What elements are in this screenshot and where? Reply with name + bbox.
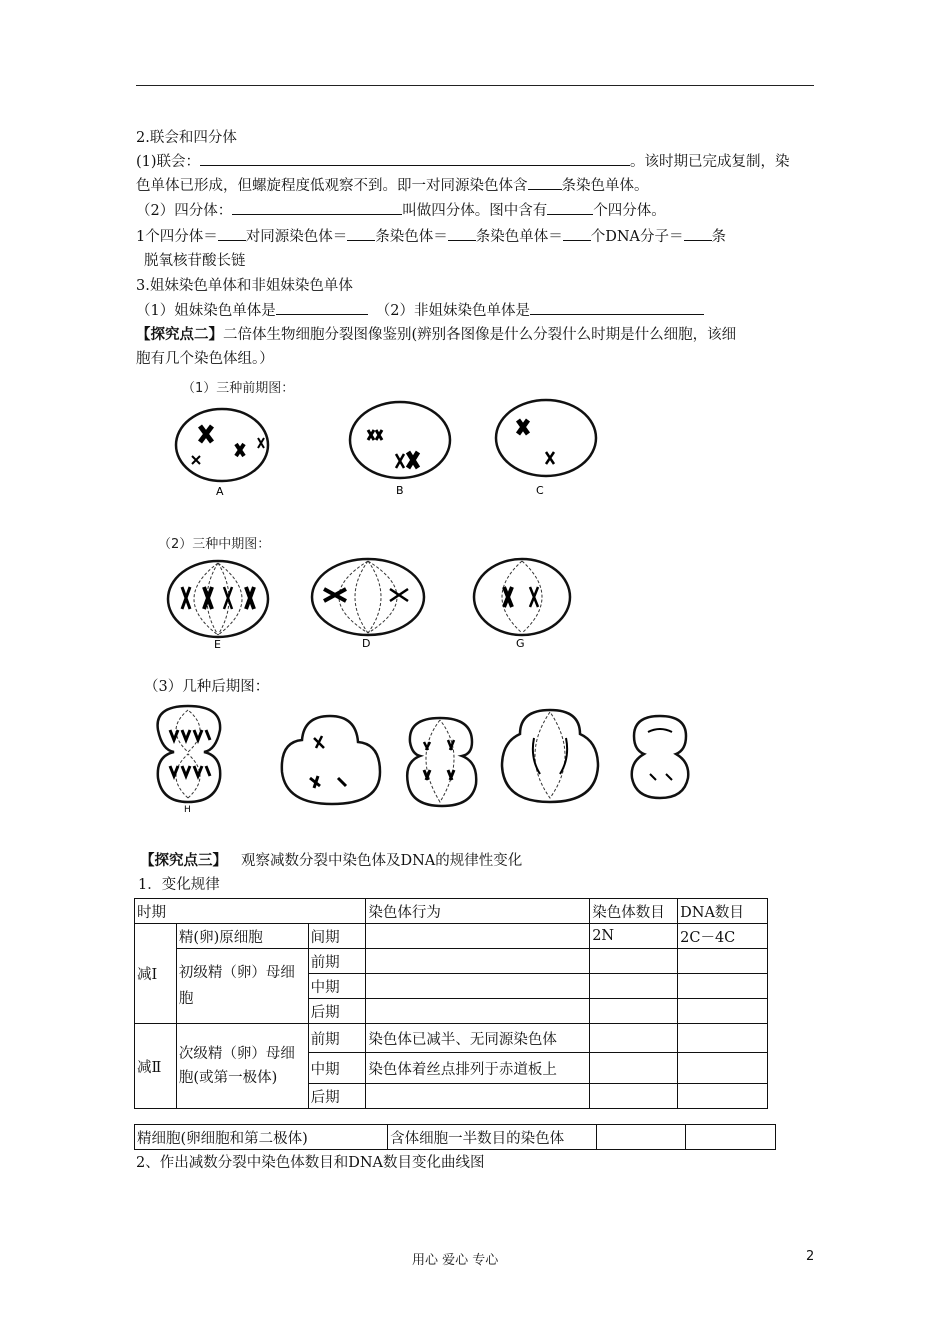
answer-blank[interactable] bbox=[448, 226, 476, 241]
metaphase-cell-e bbox=[168, 561, 268, 651]
stage-metaphase: 中期 bbox=[308, 974, 366, 999]
meiosis-1: 减Ⅰ bbox=[135, 924, 177, 1024]
metaphase-figures bbox=[160, 555, 600, 657]
answer-cell[interactable] bbox=[685, 1125, 775, 1150]
final-behavior: 含体细胞一半数目的染色体 bbox=[388, 1125, 597, 1150]
text-fragment: （2）非姐妹染色单体是 bbox=[375, 303, 530, 319]
answer-blank[interactable] bbox=[547, 200, 593, 215]
answer-cell[interactable] bbox=[590, 1084, 678, 1109]
stage-anaphase: 后期 bbox=[308, 999, 366, 1024]
text-fragment: 条染色单体。 bbox=[561, 178, 649, 194]
label-h: H bbox=[184, 805, 191, 814]
answer-cell[interactable] bbox=[366, 999, 590, 1024]
answer-cell[interactable] bbox=[366, 924, 590, 949]
anaphase-figures bbox=[150, 702, 710, 814]
cell-primary bbox=[176, 949, 308, 1024]
table-row bbox=[135, 949, 768, 974]
label-e: E bbox=[214, 638, 221, 651]
answer-cell[interactable] bbox=[366, 974, 590, 999]
text-fragment: 色单体已形成，但螺旋程度低观察不到。即一对同源染色体含 bbox=[136, 178, 528, 194]
text-fragment: 个DNA分子＝ bbox=[590, 229, 684, 245]
label-d: D bbox=[362, 637, 371, 650]
meiosis-2: 减Ⅱ bbox=[135, 1024, 177, 1109]
section3-line1 bbox=[136, 300, 704, 322]
explore3-heading bbox=[140, 850, 522, 872]
text-fragment: 叫做四分体。图中含有 bbox=[402, 203, 548, 219]
anaphase-cell-h bbox=[158, 706, 221, 814]
section2-title: 2.联会和四分体 bbox=[136, 130, 237, 146]
text-fragment: (1)联会： bbox=[136, 154, 201, 170]
section2-line4 bbox=[136, 226, 726, 248]
header-rule bbox=[136, 85, 814, 86]
table-row bbox=[135, 1024, 768, 1053]
table-row bbox=[135, 899, 768, 924]
anaphase-cell-2 bbox=[282, 716, 380, 804]
answer-cell[interactable] bbox=[678, 1084, 768, 1109]
answer-cell[interactable] bbox=[590, 1024, 678, 1053]
final-cell: 精细胞(卵细胞和第二极体) bbox=[135, 1125, 388, 1150]
answer-cell[interactable] bbox=[590, 1053, 678, 1084]
prophase-cell-a bbox=[176, 409, 268, 498]
anaphase-cell-5 bbox=[632, 716, 689, 798]
label-b: B bbox=[396, 484, 404, 497]
section3-title: 3.姐妹染色单体和非姐妹染色单体 bbox=[136, 278, 353, 294]
m2-pro-behavior: 染色体已减半、无同源染色体 bbox=[366, 1024, 590, 1053]
text-fragment: 。该时期已完成复制，染 bbox=[630, 154, 790, 170]
answer-blank[interactable] bbox=[528, 175, 562, 190]
text-fragment: 观察减数分裂中染色体及DNA的规律性变化 bbox=[241, 853, 523, 869]
answer-cell[interactable] bbox=[366, 1084, 590, 1109]
label-a: A bbox=[216, 485, 224, 498]
section2-line2 bbox=[136, 175, 649, 197]
final-cell-row bbox=[134, 1124, 776, 1150]
answer-cell[interactable] bbox=[678, 999, 768, 1024]
text-fragment: （2）四分体： bbox=[136, 203, 233, 219]
m2-meta-behavior: 染色体着丝点排列于赤道板上 bbox=[366, 1053, 590, 1084]
table-row bbox=[135, 1125, 776, 1150]
prophase-cell-c bbox=[496, 400, 596, 497]
explore3-sub2: 2、作出减数分裂中染色体数目和DNA数目变化曲线图 bbox=[136, 1155, 485, 1171]
metaphase-title: （2）三种中期图： bbox=[158, 537, 271, 552]
text-fragment: 胞 bbox=[178, 991, 194, 1007]
stage-interphase: 间期 bbox=[308, 924, 366, 949]
metaphase-cell-d bbox=[312, 559, 424, 650]
prophase-figures bbox=[170, 398, 600, 504]
text-fragment: 初级精（卵）母细 bbox=[178, 965, 295, 981]
header-chrom: 染色体数目 bbox=[590, 899, 678, 924]
text-fragment: （1）姐妹染色单体是 bbox=[136, 303, 276, 319]
explore2-heading bbox=[136, 324, 736, 346]
answer-blank[interactable] bbox=[232, 200, 402, 215]
answer-cell[interactable] bbox=[590, 999, 678, 1024]
explore2-heading-cont: 胞有几个染色体组。） bbox=[136, 351, 274, 367]
anaphase-cell-4 bbox=[502, 710, 598, 802]
answer-cell[interactable] bbox=[597, 1125, 685, 1150]
table-row bbox=[135, 924, 768, 949]
answer-blank[interactable] bbox=[530, 300, 704, 315]
page-number: 2 bbox=[806, 1249, 815, 1264]
header-dna: DNA数目 bbox=[678, 899, 768, 924]
label-c: C bbox=[536, 484, 544, 497]
text-fragment: 次级精（卵）母细 bbox=[178, 1046, 295, 1062]
stage-prophase: 前期 bbox=[308, 949, 366, 974]
section2-line3 bbox=[136, 200, 666, 222]
section-label: 【探究点三】 bbox=[140, 852, 227, 869]
cell-primordial: 精(卵)原细胞 bbox=[176, 924, 308, 949]
answer-cell[interactable] bbox=[366, 949, 590, 974]
text-fragment: 胞(或第一极体) bbox=[178, 1070, 278, 1086]
text-fragment: 对同源染色体＝ bbox=[245, 229, 348, 245]
prophase-title: （1）三种前期图： bbox=[182, 381, 295, 396]
footer-motto: 用心 爱心 专心 bbox=[412, 1253, 499, 1268]
metaphase-cell-g bbox=[474, 559, 570, 650]
text-fragment: 条染色单体＝ bbox=[475, 229, 563, 245]
section-label: 【探究点二】 bbox=[136, 326, 223, 343]
explore3-sub1: 1．变化规律 bbox=[138, 877, 220, 893]
answer-cell[interactable] bbox=[678, 949, 768, 974]
answer-blank[interactable] bbox=[684, 226, 712, 241]
section2-line1 bbox=[136, 151, 790, 173]
answer-cell[interactable] bbox=[590, 949, 678, 974]
label-g: G bbox=[516, 637, 525, 650]
answer-blank[interactable] bbox=[200, 151, 630, 166]
text-fragment: 条 bbox=[711, 229, 727, 245]
text-fragment: 1个四分体＝ bbox=[136, 229, 218, 245]
anaphase-title: （3）几种后期图： bbox=[144, 679, 270, 695]
answer-blank[interactable] bbox=[218, 226, 246, 241]
answer-cell[interactable] bbox=[678, 1024, 768, 1053]
answer-cell[interactable] bbox=[678, 1053, 768, 1084]
inter-chrom: 2N bbox=[590, 924, 678, 949]
header-period: 时期 bbox=[135, 899, 366, 924]
text-fragment: 二倍体生物细胞分裂图像鉴别(辨别各图像是什么分裂什么时期是什么细胞，该细 bbox=[223, 327, 737, 343]
text-fragment: 个四分体。 bbox=[593, 203, 666, 219]
answer-blank[interactable] bbox=[276, 300, 368, 315]
stage-metaphase: 中期 bbox=[308, 1053, 366, 1084]
answer-blank[interactable] bbox=[347, 226, 375, 241]
text-fragment: 条染色体＝ bbox=[375, 229, 448, 245]
header-behavior: 染色体行为 bbox=[366, 899, 590, 924]
answer-blank[interactable] bbox=[563, 226, 591, 241]
cell-secondary bbox=[176, 1024, 308, 1109]
stage-anaphase: 后期 bbox=[308, 1084, 366, 1109]
anaphase-cell-3 bbox=[407, 718, 476, 806]
meiosis-table bbox=[134, 898, 768, 1109]
inter-dna: 2C－4C bbox=[678, 924, 768, 949]
answer-cell[interactable] bbox=[590, 974, 678, 999]
prophase-cell-b bbox=[350, 402, 450, 497]
answer-cell[interactable] bbox=[678, 974, 768, 999]
stage-prophase: 前期 bbox=[308, 1024, 366, 1053]
section2-line5: 脱氧核苷酸长链 bbox=[144, 253, 246, 269]
